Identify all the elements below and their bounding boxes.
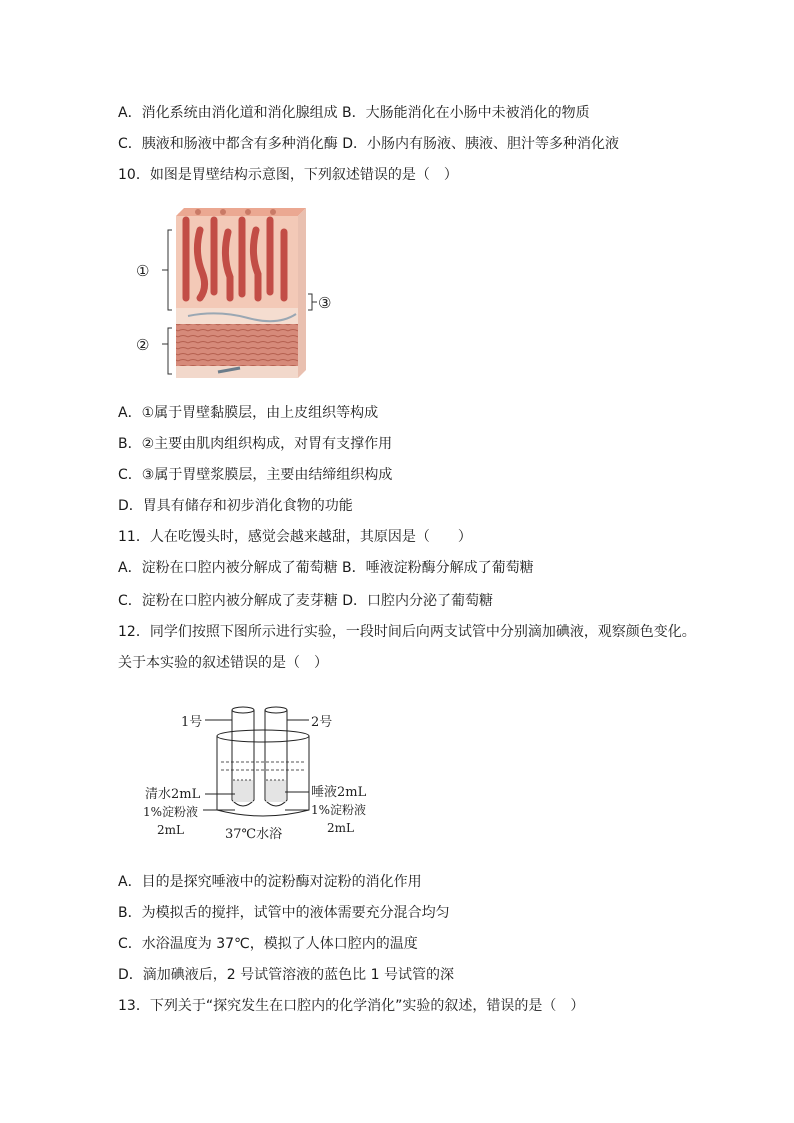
- muscle-layer: [176, 324, 298, 366]
- stomach-wall-figure: [128, 202, 348, 382]
- line-6: D．胃具有储存和初步消化食物的功能: [118, 498, 353, 514]
- line-14: C．水浴温度为 37℃，模拟了人体口腔内的温度: [118, 936, 418, 952]
- gastric-pit: [245, 209, 251, 215]
- label-2: ②: [136, 336, 150, 354]
- line-12: A．目的是探究唾液中的淀粉酶对淀粉的消化作用: [118, 874, 422, 890]
- gastric-pit: [195, 209, 201, 215]
- water-bath-beaker: [217, 736, 309, 816]
- label-3: ③: [318, 294, 332, 312]
- line-9: C．淀粉在口腔内被分解成了麦芽糖 D．口腔内分泌了葡萄糖: [118, 593, 494, 609]
- test-tube-1: [232, 707, 254, 806]
- line-8: A．淀粉在口腔内被分解成了葡萄糖 B．唾液淀粉酶分解成了葡萄糖: [118, 560, 534, 576]
- line-7: 11．人在吃馒头时，感觉会越来越甜，其原因是（ ）: [118, 529, 472, 545]
- line-11: 关于本实验的叙述错误的是（ ）: [118, 655, 328, 671]
- left-volume-label: 2mL: [157, 823, 184, 837]
- test-tube-figure: [135, 700, 395, 850]
- line-0: A．消化系统由消化道和消化腺组成 B．大肠能消化在小肠中未被消化的物质: [118, 105, 590, 121]
- line-13: B．为模拟舌的搅拌，试管中的液体需要充分混合均匀: [118, 905, 450, 921]
- line-2: 10．如图是胃壁结构示意图，下列叙述错误的是（ ）: [118, 167, 458, 183]
- line-3: A．①属于胃壁黏膜层，由上皮组织等构成: [118, 405, 379, 421]
- line-15: D．滴加碘液后，2 号试管溶液的蓝色比 1 号试管的深: [118, 967, 454, 983]
- line-4: B．②主要由肌肉组织构成，对胃有支撑作用: [118, 436, 393, 452]
- line-1: C．胰液和肠液中都含有多种消化酶 D．小肠内有肠液、胰液、胆汁等多种消化液: [118, 136, 620, 152]
- line-10: 12．同学们按照下图所示进行实验，一段时间后向两支试管中分别滴加碘液，观察颜色变化。: [118, 624, 696, 640]
- left-liquid-label: 清水2mL: [145, 787, 201, 802]
- right-starch-label: 1%淀粉液: [311, 803, 367, 817]
- line-16: 13．下列关于“探究发生在口腔内的化学消化”实验的叙述，错误的是（ ）: [118, 998, 585, 1014]
- right-volume-label: 2mL: [327, 821, 354, 835]
- tube-1-label: 1号: [181, 715, 203, 730]
- tube-2-label: 2号: [311, 715, 333, 730]
- test-tube-2: [265, 707, 287, 806]
- line-5: C．③属于胃壁浆膜层，主要由结缔组织构成: [118, 467, 393, 483]
- right-liquid-label: 唾液2mL: [311, 785, 367, 800]
- gastric-pit: [220, 209, 226, 215]
- label-1: ①: [136, 262, 150, 280]
- water-bath-label: 37℃水浴: [225, 827, 283, 842]
- gastric-pit: [270, 209, 276, 215]
- mucosa-layer: [176, 216, 298, 308]
- left-starch-label: 1%淀粉液: [143, 805, 199, 819]
